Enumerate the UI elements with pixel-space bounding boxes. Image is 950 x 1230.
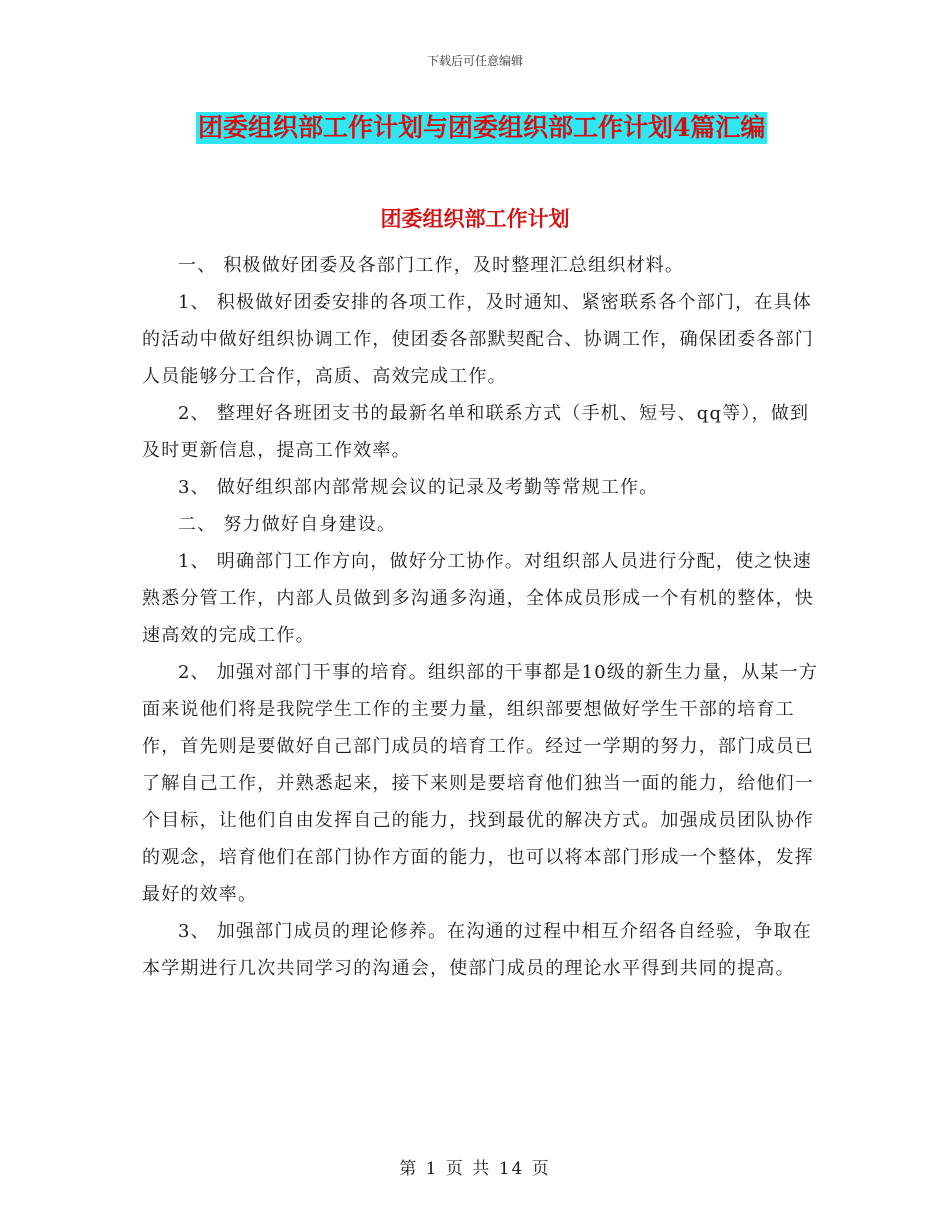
paragraph: 一、 积极做好团委及各部门工作，及时整理汇总组织材料。 [178, 255, 685, 276]
paragraph: 二、 努力做好自身建设。 [178, 514, 397, 535]
document-body [142, 247, 822, 987]
paragraph: 3、 做好组织部内部常规会议的记录及考勤等常规工作。 [178, 477, 659, 498]
paragraph: 1、 积极做好团委安排的各项工作，及时通知、紧密联系各个部门，在具体的活动中做好组织协调工作，使团委各部默契配合、协调工作，确保团委各部门人员能够分工合作，高质、高效完成工作。 [142, 292, 814, 387]
paragraph: 2、 加强对部门干事的培育。组织部的干事都是10级的新生力量，从某一方面来说他们将是我院学生工作的主要力量，组织部要想做好学生干部的培育工作，首先则是要做好自己部门成员的培育工作。经过一学期的努力，部门成员已了解自己工作，并熟悉起来，接下来则是要培育他们独当一面的能力，给他们一个目标，让他们自由发挥自己的能力，找到最优的解决方式。加强成员团队协作的观念，培育他们在部门协作方面的能力，也可以将本部门形成一个整体，发挥最好的效率。 [142, 662, 819, 905]
page-number: 第 1 页 共 14 页 [399, 1159, 551, 1179]
section-title: 团委组织部工作计划 [380, 206, 570, 231]
page-header-note: 下载后可任意编辑 [426, 54, 523, 68]
paragraph: 2、 整理好各班团支书的最新名单和联系方式（手机、短号、qq等），做到及时更新信息，提高工作效率。 [142, 403, 810, 461]
paragraph: 3、 加强部门成员的理论修养。在沟通的过程中相互介绍各自经验，争取在本学期进行几次共同学习的沟通会，使部门成员的理论水平得到共同的提高。 [142, 921, 812, 979]
paragraph: 1、 明确部门工作方向，做好分工协作。对组织部人员进行分配，使之快速熟悉分管工作，内部人员做到多沟通多沟通，全体成员形成一个有机的整体，快速高效的完成工作。 [142, 551, 814, 646]
document-title: 团委组织部工作计划与团委组织部工作计划4篇汇编 [198, 113, 766, 142]
